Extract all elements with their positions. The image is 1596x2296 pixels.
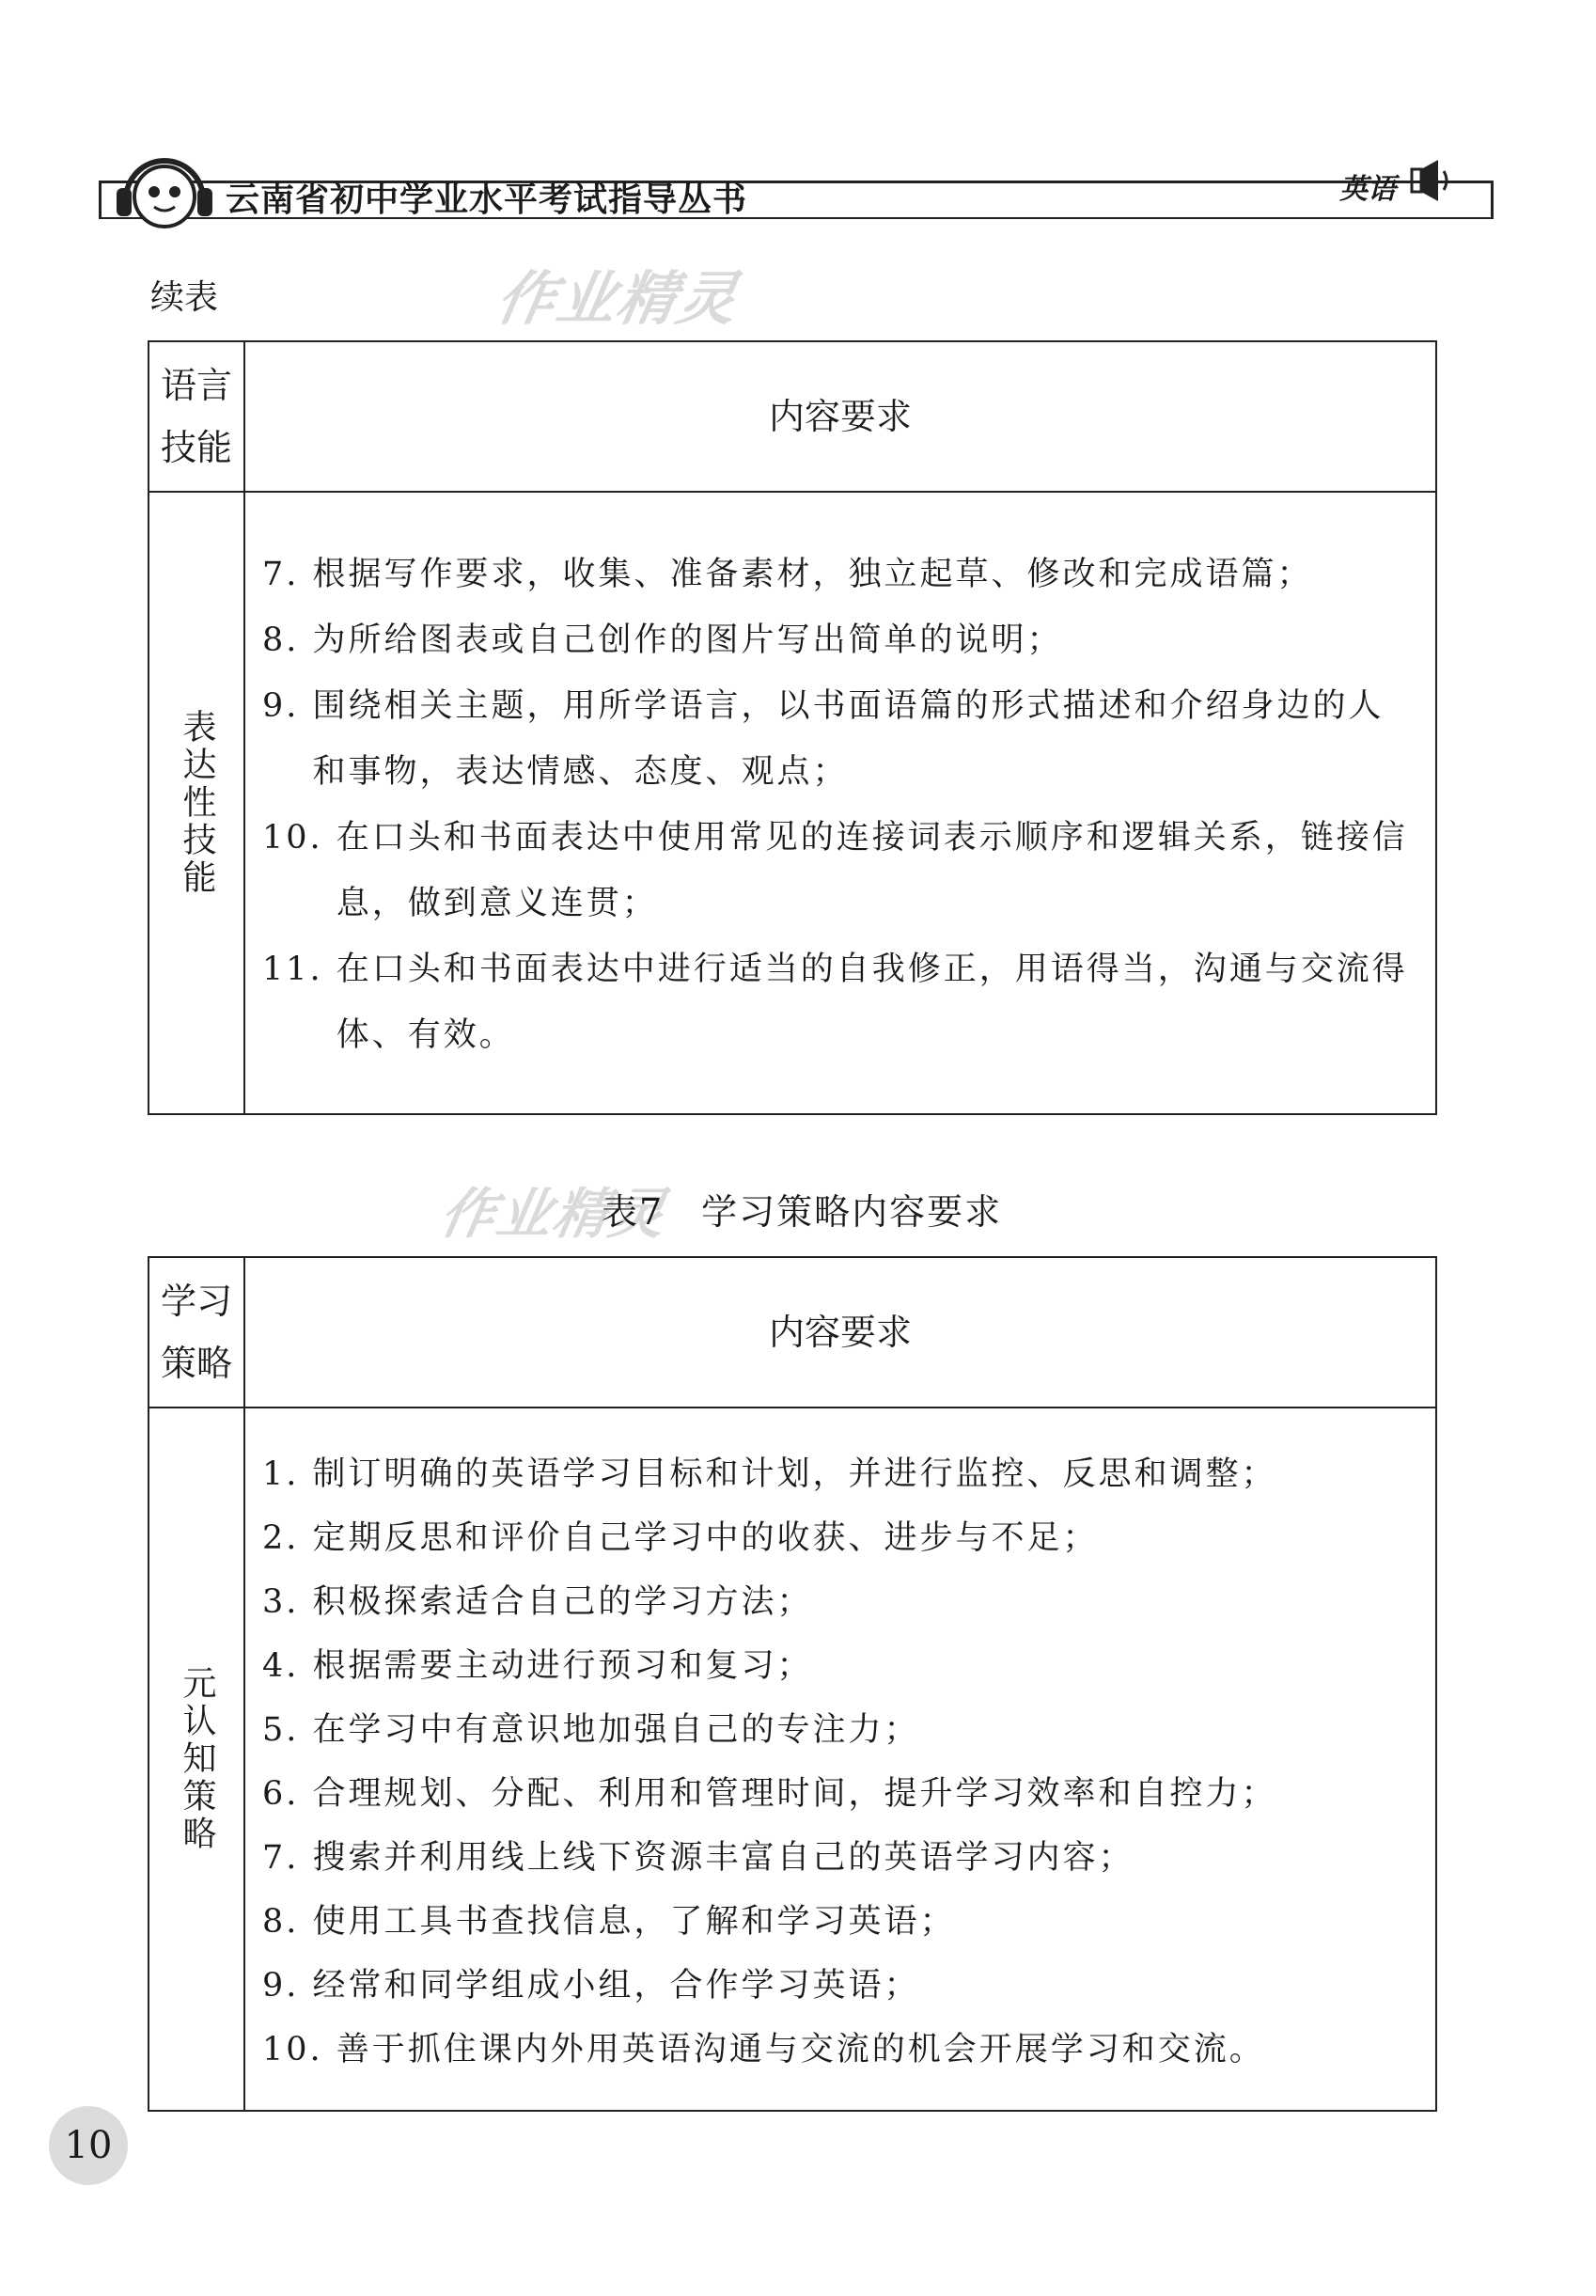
- item-number: 8.: [262, 1903, 313, 1941]
- item-text: 定期反思和评价自己学习中的收获、进步与不足；: [312, 1519, 1099, 1557]
- item-text: 根据写作要求，收集、准备素材，独立起草、修改和完成语篇；: [312, 556, 1313, 593]
- item-text: 使用工具书查找信息，了解和学习英语；: [312, 1903, 956, 1941]
- row-label: 元认知策略: [178, 1665, 216, 1853]
- table-row: [149, 492, 1436, 1114]
- page-number: 10: [49, 2106, 128, 2185]
- item-text: 在口头和书面表达中使用常见的连接词表示顺序和逻辑关系，链接信息，做到意义连贯；: [336, 819, 1408, 922]
- header-cell-content: [244, 1257, 1436, 1407]
- header-strategy-label: 学习策略: [160, 1281, 232, 1384]
- item-text: 围绕相关主题，用所学语言，以书面语篇的形式描述和介绍身边的人和事物，表达情感、态度、观点；: [312, 687, 1385, 791]
- item-number: 4.: [262, 1647, 313, 1685]
- row-label: 表达性技能: [178, 709, 216, 897]
- header-content-label: 内容要求: [768, 1311, 912, 1353]
- watermark: 作业精灵: [435, 1182, 673, 1246]
- list-item: [262, 1826, 1416, 1890]
- list-item: [262, 1698, 1416, 1762]
- list-item: [262, 1954, 1416, 2018]
- speaker-icon: [1406, 156, 1466, 205]
- list-item: [262, 607, 1416, 673]
- list-item: [262, 673, 1416, 805]
- list-item: [262, 1890, 1416, 1954]
- item-number: 10.: [262, 2031, 336, 2068]
- page-header: [94, 132, 1485, 226]
- list-item: [262, 1506, 1416, 1570]
- table-row: [149, 1407, 1436, 2111]
- series-title: 云南省初中学业水平考试指导丛书: [226, 181, 748, 219]
- table-caption: 表7 学习策略内容要求: [602, 1191, 1003, 1233]
- item-text: 为所给图表或自己创作的图片写出简单的说明；: [312, 621, 1063, 659]
- item-text: 制订明确的英语学习目标和计划，并进行监控、反思和调整；: [312, 1455, 1277, 1493]
- item-number: 10.: [262, 819, 336, 857]
- item-number: 7.: [262, 556, 313, 593]
- table-header-row: [149, 1257, 1436, 1407]
- items-cell: [244, 1407, 1436, 2111]
- header-cell-content: [244, 341, 1436, 492]
- item-text: 合理规划、分配、利用和管理时间，提升学习效率和自控力；: [312, 1775, 1277, 1813]
- item-number: 7.: [262, 1839, 313, 1877]
- list-item: [262, 2018, 1416, 2082]
- header-cell-skill: [149, 341, 244, 492]
- item-number: 9.: [262, 687, 313, 725]
- item-number: 6.: [262, 1775, 313, 1813]
- item-text: 积极探索适合自己的学习方法；: [312, 1583, 813, 1621]
- list-item: [262, 1570, 1416, 1634]
- item-number: 9.: [262, 1967, 313, 2005]
- item-text: 在学习中有意识地加强自己的专注力；: [312, 1711, 920, 1749]
- list-item: [262, 542, 1416, 607]
- item-text: 在口头和书面表达中进行适当的自我修正，用语得当，沟通与交流得体、有效。: [336, 951, 1408, 1054]
- learning-strategies-table: [148, 1256, 1437, 2112]
- language-skills-table: [148, 340, 1437, 1115]
- row-label-cell: [149, 492, 244, 1114]
- item-number: 2.: [262, 1519, 313, 1557]
- list-item: [262, 1442, 1416, 1506]
- item-number: 8.: [262, 621, 313, 659]
- item-text: 搜索并利用线上线下资源丰富自己的英语学习内容；: [312, 1839, 1134, 1877]
- headphone-mascot-icon: [113, 145, 216, 229]
- list-item: [262, 936, 1416, 1068]
- continued-label: 续表: [150, 278, 219, 317]
- item-text: 经常和同学组成小组，合作学习英语；: [312, 1967, 920, 2005]
- item-number: 11.: [262, 951, 336, 988]
- item-number: 3.: [262, 1583, 313, 1621]
- item-number: 1.: [262, 1455, 313, 1493]
- list-item: [262, 805, 1416, 936]
- item-text: 根据需要主动进行预习和复习；: [312, 1647, 813, 1685]
- watermark: 作业精灵: [491, 264, 744, 333]
- header-content-label: 内容要求: [768, 395, 912, 437]
- item-text: 善于抓住课内外用英语沟通与交流的机会开展学习和交流。: [336, 2031, 1265, 2068]
- table-header-row: [149, 341, 1436, 492]
- item-number: 5.: [262, 1711, 313, 1749]
- items-cell: [244, 492, 1436, 1114]
- header-cell-strategy: [149, 1257, 244, 1407]
- header-skill-label: 语言技能: [160, 365, 232, 468]
- row-label-cell: [149, 1407, 244, 2111]
- subject-label: 英语: [1339, 173, 1396, 206]
- list-item: [262, 1634, 1416, 1698]
- list-item: [262, 1762, 1416, 1826]
